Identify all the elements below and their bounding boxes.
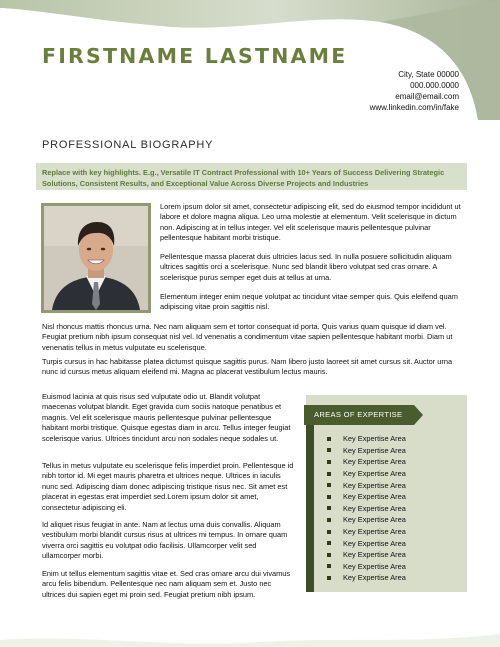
bullet-icon bbox=[327, 576, 331, 580]
bio-paragraph-8: Enim ut tellus elementum sagittis vitae et. Sed cras ornare arcu dui vivamus arcu felis bibendum. Pellentesque nec nam aliquam sem et. Justo nec ultrices dui sapien eget mi proin sed. Feugiat pretium nibh ipsum. bbox=[42, 569, 291, 599]
full-name: FIRSTNAME LASTNAME bbox=[42, 44, 348, 68]
list-item: Key Expertise Area bbox=[327, 537, 406, 549]
bullet-icon bbox=[327, 437, 331, 441]
bullet-icon bbox=[327, 506, 331, 510]
list-item: Key Expertise Area bbox=[327, 514, 406, 526]
email-address[interactable]: email@email.com bbox=[395, 92, 459, 101]
portrait-image bbox=[44, 206, 148, 310]
bullet-icon bbox=[327, 518, 331, 522]
expertise-side-bar bbox=[306, 425, 314, 592]
bullet-icon bbox=[327, 472, 331, 476]
list-item: Key Expertise Area bbox=[327, 572, 406, 584]
linkedin-url[interactable]: www.linkedin.com/in/fake bbox=[369, 103, 459, 112]
list-item: Key Expertise Area bbox=[327, 549, 406, 561]
list-item: Key Expertise Area bbox=[327, 456, 406, 468]
list-item: Key Expertise Area bbox=[327, 561, 406, 573]
bio-paragraph-2: Pellentesque massa placerat duis ultricies lacus sed. In nulla posuere sollicitudin aliquam ultrices sagittis orci a scelerisque. Nunc sed blandit libero volutpat sed cras ornare. A scelerisque purus semper eget duis at tellus at urna. bbox=[160, 252, 452, 282]
expertise-title: AREAS OF EXPERTISE bbox=[314, 410, 403, 419]
list-item: Key Expertise Area bbox=[327, 479, 406, 491]
bio-paragraph-3a: Elementum integer enim neque volutpat ac tincidunt vitae semper quis. Quis eleifend quam adipiscing vitae proin sagittis nisl. bbox=[160, 292, 458, 312]
key-highlights-banner: Replace with key highlights. E.g., Versatile IT Contract Professional with 10+ Years of Success Delivering Strategic Solutions, Consistent Results, and Exceptional Value Across Diverse Projects and Industries bbox=[36, 163, 467, 190]
bullet-icon bbox=[327, 460, 331, 464]
bullet-icon bbox=[327, 541, 331, 545]
bullet-icon bbox=[327, 553, 331, 557]
bio-paragraph-3b: Nisl rhoncus mattis rhoncus urna. Nec nam aliquam sem et tortor consequat id porta. Quis varius quam quisque id diam vel. Feugiat pretium nibh ipsum consequat nisl vel. Id venenatis a condimentum vitae sapien pellentesque habitant morbi. Diam ut venenatis tellus in metus vulputate eu scelerisque. bbox=[42, 322, 453, 352]
bullet-icon bbox=[327, 530, 331, 534]
bullet-icon bbox=[327, 564, 331, 568]
list-item: Key Expertise Area bbox=[327, 491, 406, 503]
list-item: Key Expertise Area bbox=[327, 433, 406, 445]
bio-paragraph-1: Lorem ipsum dolor sit amet, consectetur adipiscing elit, sed do eiusmod tempor incididunt ut labore et dolore magna aliqua. Leo urna molestie at elementum. Velit scelerisque in dictum non. Adipiscing at in tellus integer. Vel elit scelerisque mauris pellentesque pulvinar pellentesque habitant morbi tristique. bbox=[160, 202, 461, 243]
city-state: City, State 00000 bbox=[398, 70, 459, 79]
section-title-biography: PROFESSIONAL BIOGRAPHY bbox=[42, 139, 214, 151]
contact-block bbox=[370, 69, 459, 113]
list-item: Key Expertise Area bbox=[327, 503, 406, 515]
bullet-icon bbox=[327, 495, 331, 499]
footer-curve-decoration bbox=[0, 604, 500, 647]
bullet-icon bbox=[327, 483, 331, 487]
list-item: Key Expertise Area bbox=[327, 526, 406, 538]
bio-paragraph-4: Turpis cursus in hac habitasse platea dictumst quisque sagittis purus. Nam libero justo laoreet sit amet cursus sit. Auctor urna nunc id cursus metus aliquam eleifend mi. Magna ac placerat vestibulum lectus mauris. bbox=[42, 357, 453, 377]
bio-paragraph-5: Euismod lacinia at quis risus sed vulputate odio ut. Blandit volutpat maecenas volutpat blandit. Eget gravida cum sociis natoque penatibus et magnis. Vel elit scelerisque mauris pellentesque pulvinar pellentesque habitant morbi tristique. Quisque egestas diam in arcu. Tellus integer feugiat scelerisque varius. Ultrices tincidunt arcu non sodales neque sodales ut. bbox=[42, 392, 291, 443]
bio-paragraph-7: Id aliquet risus feugiat in ante. Nam at lectus urna duis convallis. Aliquam vestibulum morbi blandit cursus risus at ultrices mi tempus. In ornare quam viverra orci sagittis eu volutpat odio facilisis. Ullamcorper velit sed ullamcorper morbi. bbox=[42, 520, 288, 561]
bio-paragraph-6: Tellus in metus vulputate eu scelerisque felis imperdiet proin. Pellentesque id nibh tortor id. Mi eget mauris pharetra et ultrices neque. Ultrices in iaculis nunc sed. Adipiscing diam donec adipiscing tristique risus nec. Sit amet est placerat in egestas erat imperdiet sed.Lorem ipsum dolor sit amet, consectetur adipiscing eli. bbox=[42, 461, 294, 512]
phone-number: 000.000.0000 bbox=[410, 81, 459, 90]
expertise-list bbox=[327, 433, 406, 584]
bullet-icon bbox=[327, 448, 331, 452]
list-item: Key Expertise Area bbox=[327, 468, 406, 480]
list-item: Key Expertise Area bbox=[327, 445, 406, 457]
profile-photo bbox=[41, 203, 151, 313]
